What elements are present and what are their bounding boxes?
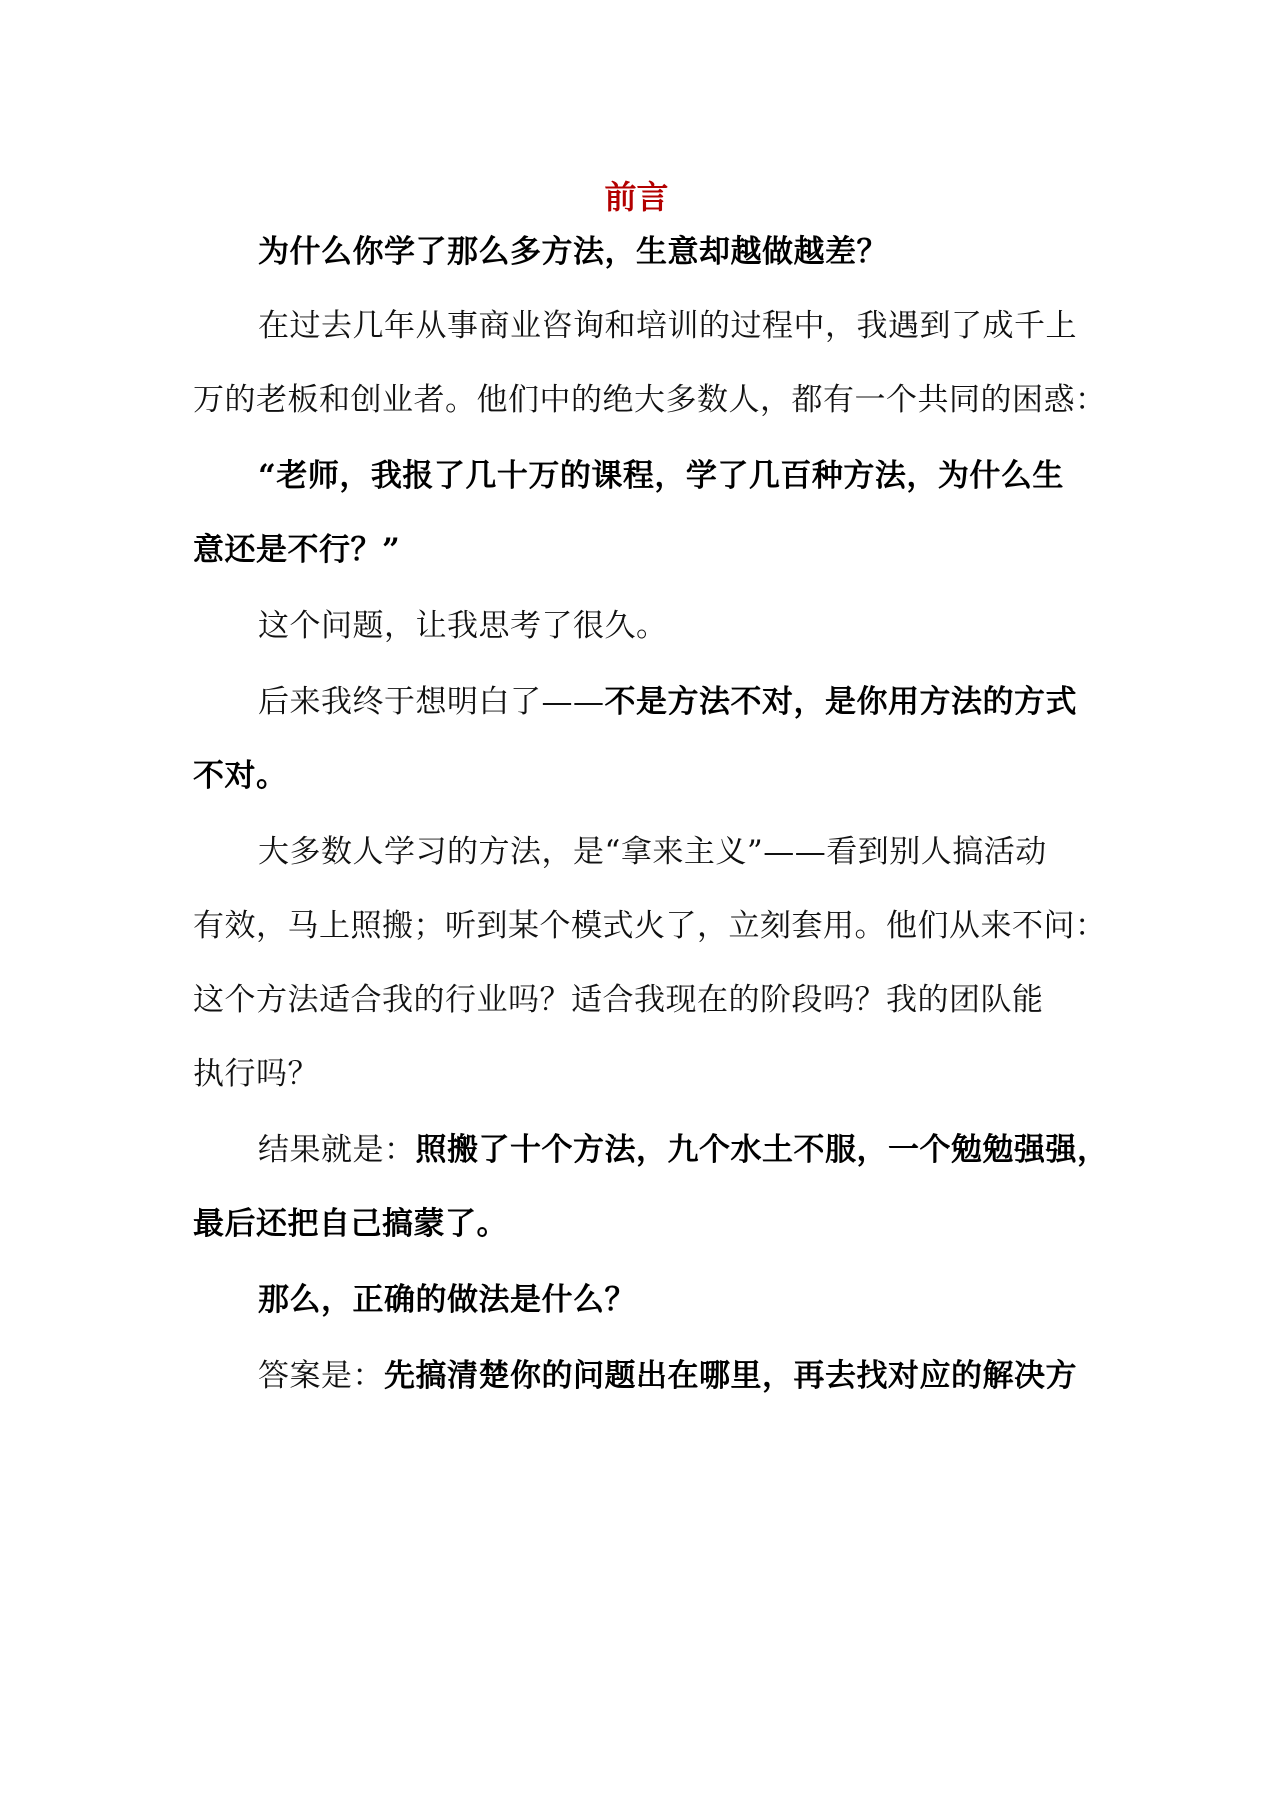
bold-text: 不是方法不对，是你用方法的方式 [604,684,1077,720]
paragraph-line: 大多数人学习的方法，是“拿来主义”——看到别人搞活动 [258,834,1047,870]
paragraph-line: 这个问题，让我思考了很久。 [258,608,668,644]
page-title: 前言 [604,178,669,216]
paragraph-line: 不对。 [193,758,288,794]
paragraph-line: 有效，马上照搬；听到某个模式火了，立刻套用。他们从来不问： [193,908,1107,944]
paragraph-line: 在过去几年从事商业咨询和培训的过程中，我遇到了成千上 [258,308,1077,344]
paragraph-question: 那么，正确的做法是什么？ [258,1282,636,1318]
quote-line: “老师，我报了几十万的课程，学了几百种方法，为什么生 [258,458,1064,494]
paragraph-line: 执行吗？ [193,1056,319,1092]
paragraph-line: 最后还把自己搞蒙了。 [193,1206,508,1242]
paragraph-line-mixed [258,1356,1083,1396]
normal-text: 结果就是： [258,1132,416,1168]
bold-text: 先搞清楚你的问题出在哪里，再去找对应的解决方 [384,1358,1077,1394]
normal-text: 答案是： [258,1358,384,1394]
paragraph-line: 这个方法适合我的行业吗？适合我现在的阶段吗？我的团队能 [193,982,1044,1018]
quote-line: 意还是不行？” [193,532,401,568]
paragraph-line-mixed [258,682,1083,722]
paragraph-line: 万的老板和创业者。他们中的绝大多数人，都有一个共同的困惑： [193,382,1107,418]
paragraph-line-mixed [258,1130,1109,1170]
normal-text: 后来我终于想明白了—— [258,684,605,720]
bold-text: 照搬了十个方法，九个水土不服，一个勉勉强强， [415,1132,1109,1168]
paragraph-question: 为什么你学了那么多方法，生意却越做越差？ [258,234,888,270]
